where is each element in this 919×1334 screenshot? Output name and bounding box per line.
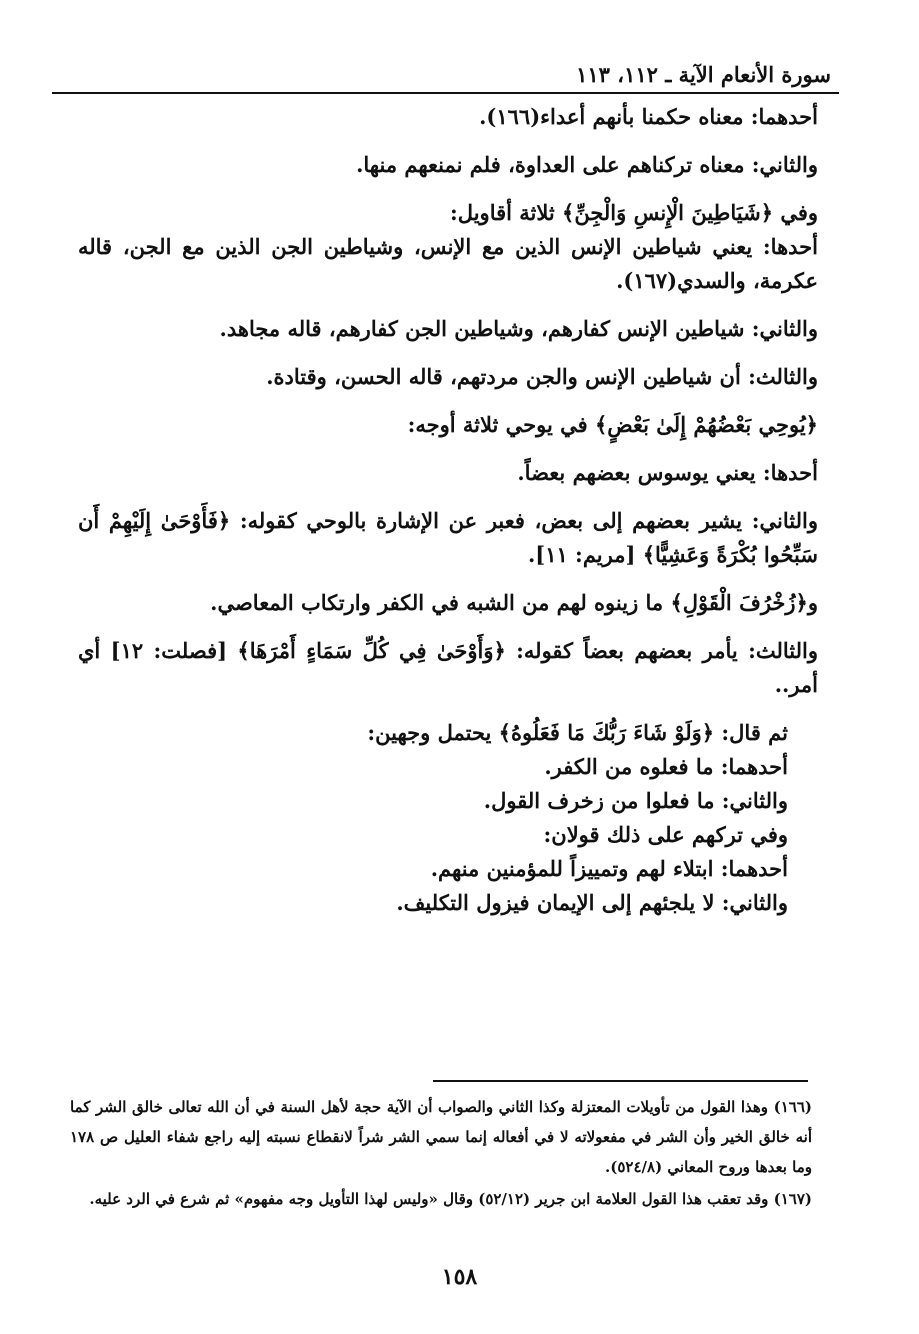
paragraph: أحدهما: ابتلاء لهم وتمييزاً للمؤمنين منهم. (430, 856, 788, 881)
paragraph: ثم قال: ﴿وَلَوْ شَاءَ رَبُّكَ مَا فَعَلُوهُ﴾ يحتمل وجهين: (367, 720, 788, 745)
page-number: ١٥٨ (441, 1264, 478, 1290)
paragraph: والثاني: يشير بعضهم إلى بعض، فعبر عن الإشارة بالوحي كقوله: ﴿فَأَوْحَىٰ إِلَيْهِمْ أَن سَبِّحُوا بُكْرَةً وَعَشِيًّا﴾ [مريم: ١١]. (78, 508, 818, 567)
paragraph: ﴿يُوحِي بَعْضُهُمْ إِلَىٰ بَعْضٍ﴾ في يوحي ثلاثة أوجه: (407, 412, 818, 437)
header-rule (52, 92, 839, 94)
paragraph: أحدها: يعني شياطين الإنس الذين مع الإنس، وشياطين الجن الذين مع الجن، قاله عكرمة، والسدي(١٦٧). (78, 234, 818, 293)
paragraph: أحدهما: ما فعلوه من الكفر. (544, 754, 788, 779)
paragraph: أحدهما: معناه حكمنا بأنهم أعداء(١٦٦). (479, 104, 818, 129)
footnote: (١٦٦) وهذا القول من تأويلات المعتزلة وكذا الثاني والصواب أن الآية حجة لأهل السنة في أن الله تعالى خالق الشر كما أنه خالق الخير وأن الشر في مفعولاته لا في أفعاله إنما سمي الشر شراً لانقطاع نسبته إليه راجع شفاء العليل ص ١٧٨ وما بعدها وروح المعاني (٥٢٤/٨). (70, 1098, 813, 1176)
paragraph: والثاني: لا يلجئهم إلى الإيمان فيزول التكليف. (396, 890, 788, 915)
paragraph: وفي تركهم على ذلك قولان: (543, 822, 788, 847)
paragraph: وفي ﴿شَيَاطِينَ الْإِنسِ وَالْجِنِّ﴾ ثلاثة أقاويل: (450, 200, 818, 225)
main-text (78, 100, 818, 920)
paragraph: والثاني: ما فعلوا من زخرف القول. (483, 788, 788, 813)
paragraph: والثالث: أن شياطين الإنس والجن مردتهم، قاله الحسن، وقتادة. (266, 364, 818, 389)
footnotes (70, 1092, 812, 1216)
paragraph: و﴿زُخْرُفَ الْقَوْلِ﴾ ما زينوه لهم من الشبه في الكفر وارتكاب المعاصي. (210, 590, 818, 615)
paragraph: والثالث: يأمر بعضهم بعضاً كقوله: ﴿وَأَوْحَىٰ فِي كُلِّ سَمَاءٍ أَمْرَهَا﴾ [فصلت: ١٢] أي أمر.. (78, 638, 818, 697)
paragraph: أحدها: يعني يوسوس بعضهم بعضاً. (517, 460, 818, 485)
paragraph: والثاني: معناه تركناهم على العداوة، فلم نمنعهم منها. (356, 152, 818, 177)
footnote-rule (433, 1080, 808, 1082)
paragraph: والثاني: شياطين الإنس كفارهم، وشياطين الجن كفارهم، قاله مجاهد. (219, 316, 818, 341)
running-head: سورة الأنعام الآية ـ ١١٢، ١١٣ (576, 62, 831, 87)
footnote: (١٦٧) وقد تعقب هذا القول العلامة ابن جرير (٥٢/١٢) وقال «وليس لهذا التأويل وجه مفهوم» ثم شرع في الرد عليه. (89, 1190, 812, 1208)
